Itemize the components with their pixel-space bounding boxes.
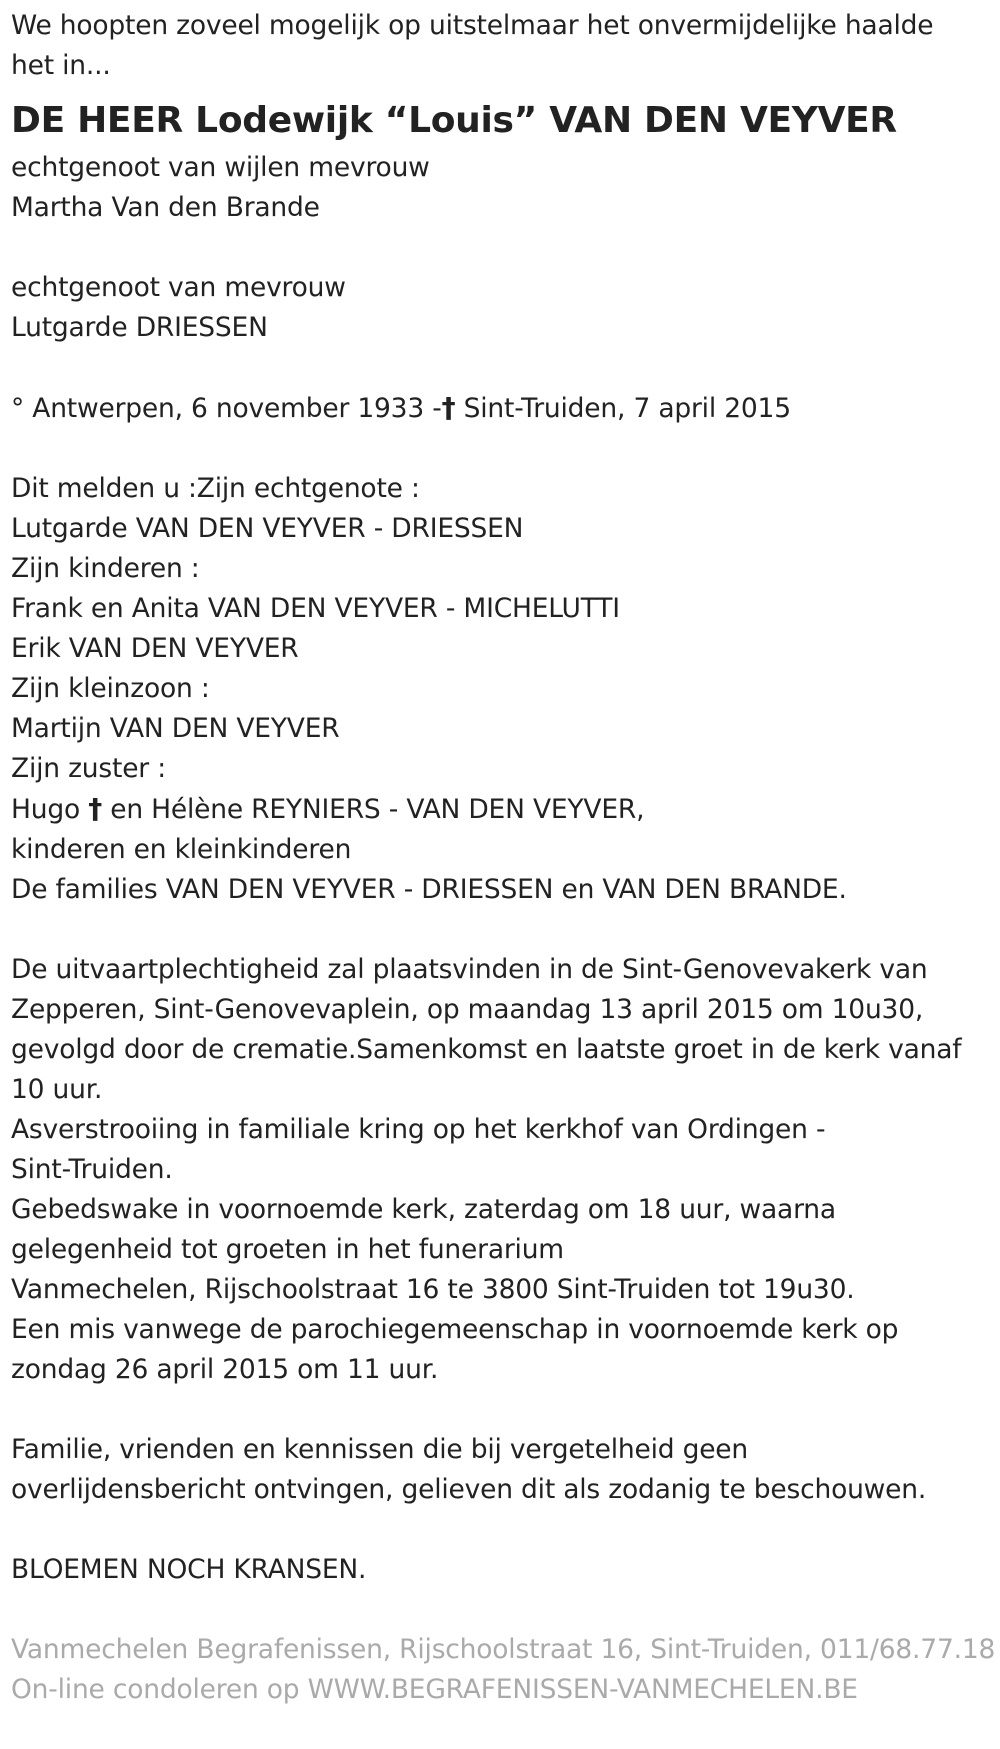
ceremony-line: Zepperen, Sint-Genovevaplein, op maandag 13 april 2015 om 10u30, xyxy=(11,994,924,1025)
spouse-label: echtgenoot van mevrouw xyxy=(11,272,346,303)
birth-death-dates xyxy=(11,388,991,429)
late-spouse-name: Martha Van den Brande xyxy=(11,192,320,223)
grandson: Martijn VAN DEN VEYVER xyxy=(11,713,340,744)
family-spouse: Lutgarde VAN DEN VEYVER - DRIESSEN xyxy=(11,513,524,544)
ceremony-line: Gebedswake in voornoemde kerk, zaterdag om 18 uur, waarna xyxy=(11,1194,836,1225)
deceased-name: DE HEER Lodewijk “Louis” VAN DEN VEYVER xyxy=(11,100,897,141)
grandson-label: Zijn kleinzoon : xyxy=(11,673,210,704)
grandchildren: kinderen en kleinkinderen xyxy=(11,834,352,865)
funeral-home-info: Vanmechelen Begrafenissen, Rijschoolstraat 16, Sint-Truiden, 011/68.77.18 xyxy=(11,1634,996,1665)
sister-part-1: Hugo xyxy=(11,794,89,825)
online-condolences-link[interactable]: On-line condoleren op WWW.BEGRAFENISSEN-VANMECHELEN.BE xyxy=(11,1674,858,1705)
sister-part-2: en Hélène REYNIERS - VAN DEN VEYVER, xyxy=(102,794,645,825)
child-2: Erik VAN DEN VEYVER xyxy=(11,633,299,664)
late-spouse-label: echtgenoot van wijlen mevrouw xyxy=(11,152,430,183)
intro-line-1: We hoopten zoveel mogelijk op uitstelmaar het onvermijdelijke haalde xyxy=(11,10,934,41)
ceremony-line: Vanmechelen, Rijschoolstraat 16 te 3800 Sint-Truiden tot 19u30. xyxy=(11,1274,855,1305)
notice-line-1: Familie, vrienden en kennissen die bij vergetelheid geen xyxy=(11,1434,749,1465)
ceremony-line: gelegenheid tot groeten in het funerarium xyxy=(11,1234,564,1265)
flowers-notice: BLOEMEN NOCH KRANSEN. xyxy=(11,1554,367,1585)
ceremony-line: Sint-Truiden. xyxy=(11,1154,173,1185)
cross-icon: † xyxy=(88,792,102,825)
children-label: Zijn kinderen : xyxy=(11,553,200,584)
ceremony-line: Asverstrooiing in familiale kring op het kerkhof van Ordingen - xyxy=(11,1114,826,1145)
ceremony-line: De uitvaartplechtigheid zal plaatsvinden in de Sint-Genovevakerk van xyxy=(11,954,928,985)
families: De families VAN DEN VEYVER - DRIESSEN en VAN DEN BRANDE. xyxy=(11,874,847,905)
sister xyxy=(11,789,991,830)
ceremony-block xyxy=(11,950,991,1390)
death-date: Sint-Truiden, 7 april 2015 xyxy=(455,393,791,424)
intro-line-2: het in... xyxy=(11,50,111,81)
obituary-notice xyxy=(11,6,996,1710)
notice-line-2: overlijdensbericht ontvingen, gelieven dit als zodanig te beschouwen. xyxy=(11,1474,927,1505)
ceremony-line: gevolgd door de crematie.Samenkomst en laatste groet in de kerk vanaf xyxy=(11,1034,962,1065)
child-1: Frank en Anita VAN DEN VEYVER - MICHELUTTI xyxy=(11,593,620,624)
sister-label: Zijn zuster : xyxy=(11,753,166,784)
birth-date: ° Antwerpen, 6 november 1933 - xyxy=(11,393,442,424)
spouse-name: Lutgarde DRIESSEN xyxy=(11,312,268,343)
cross-icon: † xyxy=(441,391,456,424)
ceremony-line: Een mis vanwege de parochiegemeenschap in voornoemde kerk op xyxy=(11,1314,899,1345)
ceremony-line: zondag 26 april 2015 om 11 uur. xyxy=(11,1354,439,1385)
family-intro: Dit melden u :Zijn echtgenote : xyxy=(11,473,420,504)
ceremony-line: 10 uur. xyxy=(11,1074,103,1105)
